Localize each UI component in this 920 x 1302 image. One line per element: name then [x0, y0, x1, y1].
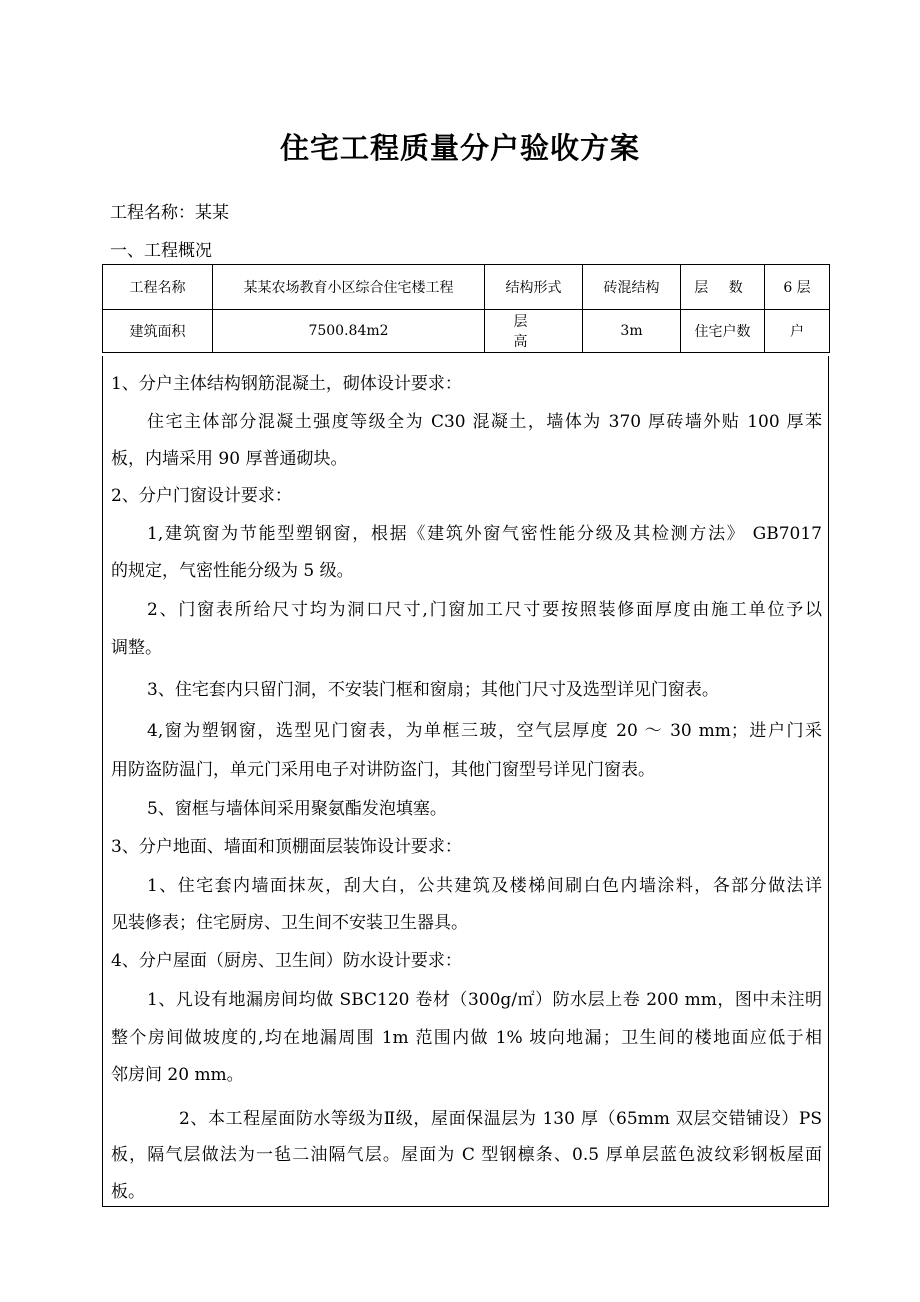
section-2-heading: 2、分户门窗设计要求：: [111, 486, 292, 506]
section-2-item-1: 1,建筑窗为节能型塑钢窗，根据《建筑外窗气密性能分级及其检测方法》 GB7017: [147, 524, 822, 544]
requirements-body: [102, 356, 829, 1207]
section-4-item-2: 板，隔气层做法为一毡二油隔气层。屋面为 C 型钢檩条、0.5 厚单层蓝色波纹彩钢板屋面: [111, 1145, 822, 1165]
section-2-item-1: 的规定，气密性能分级为 5 级。: [111, 561, 354, 581]
section-2-item-3: 3、住宅套内只留门洞，不安装门框和窗扇；其他门尺寸及选型详见门窗表。: [147, 680, 719, 700]
project-name-line: 工程名称：某某: [110, 203, 229, 223]
section-3-item-1: 1、住宅套内墙面抹灰，刮大白，公共建筑及楼梯间刷白色内墙涂料，各部分做法详: [147, 876, 822, 896]
section-4-item-1: 1、凡设有地漏房间均做 SBC120 卷材（300g/㎡）防水层上卷 200 mm，图中未注明: [147, 990, 822, 1010]
value-household-count: 户: [765, 310, 830, 353]
section-2-item-4: 用防盗防温门，单元门采用电子对讲防盗门，其他门窗型号详见门窗表。: [111, 760, 655, 780]
table-row: [103, 265, 830, 310]
section-4-item-1: 整个房间做坡度的,均在地漏周围 1m 范围内做 1% 坡向地漏；卫生间的楼地面应低于相: [111, 1028, 822, 1048]
section-4-item-1: 邻房间 20 mm。: [111, 1065, 244, 1085]
overview-heading: 一、工程概况: [110, 241, 212, 261]
section-1-text: 住宅主体部分混凝土强度等级全为 C30 混凝土，墙体为 370 厚砖墙外贴 100 厚苯: [147, 412, 822, 432]
project-overview-table: [102, 264, 830, 353]
section-2-item-4: 4,窗为塑钢窗，选型见门窗表，为单框三玻，空气层厚度 20 ～ 30 mm；进户门采: [147, 721, 822, 741]
value-building-area: 7500.84m2: [213, 310, 485, 353]
label-building-area: 建筑面积: [103, 310, 213, 353]
section-2-item-5: 5、窗框与墙体间采用聚氨酯发泡填塞。: [147, 799, 447, 819]
section-3-item-1: 见装修表；住宅厨房、卫生间不安装卫生器具。: [111, 913, 468, 933]
section-2-item-2: 2、门窗表所给尺寸均为洞口尺寸,门窗加工尺寸要按照装修面厚度由施工单位予以: [147, 600, 822, 620]
label-project-name: 工程名称: [103, 265, 213, 310]
section-2-item-2: 调整。: [111, 638, 162, 658]
value-project-name: 某某农场教育小区综合住宅楼工程: [213, 265, 485, 310]
value-floors: 6 层: [765, 265, 830, 310]
label-household-count: 住宅户数: [681, 310, 765, 353]
section-4-item-2: 2、本工程屋面防水等级为Ⅱ级，屋面保温层为 130 厚（65mm 双层交错铺设）PS: [179, 1109, 822, 1129]
document-title: 住宅工程质量分户验收方案: [279, 131, 640, 165]
section-1-heading: 1、分户主体结构钢筋混凝土，砌体设计要求：: [111, 374, 462, 394]
label-floors: 层 数: [681, 265, 765, 310]
section-4-item-2: 板。: [111, 1182, 145, 1202]
section-3-heading: 3、分户地面、墙面和顶棚面层装饰设计要求：: [111, 837, 462, 857]
label-floor-height: 层 高: [485, 310, 583, 353]
value-floor-height: 3m: [583, 310, 681, 353]
value-structure-type: 砖混结构: [583, 265, 681, 310]
section-1-text: 板，内墙采用 90 厚普通砌块。: [111, 449, 348, 469]
table-row: [103, 310, 830, 353]
section-4-heading: 4、分户屋面（厨房、卫生间）防水设计要求：: [111, 951, 462, 971]
label-structure-type: 结构形式: [485, 265, 583, 310]
